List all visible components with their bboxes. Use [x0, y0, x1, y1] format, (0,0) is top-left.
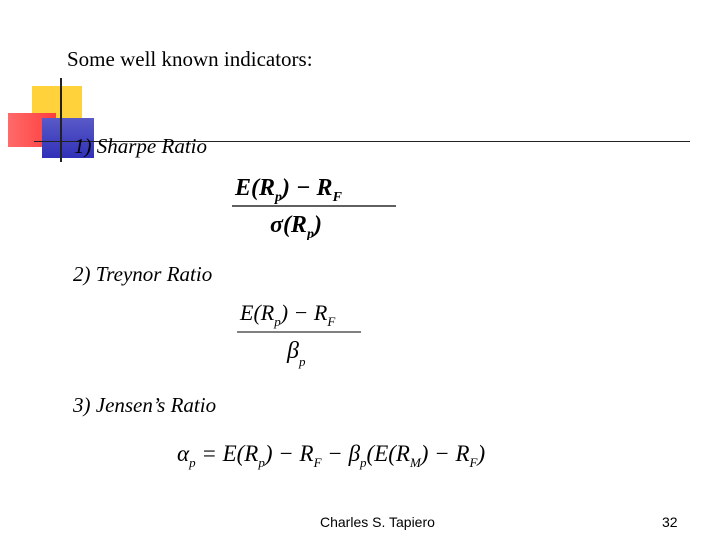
- svg-text:E(Rp) − RF: $E(R_p) - R_F$: [235, 175, 342, 205]
- sharpe-ratio-formula: [232, 168, 402, 245]
- jensens-ratio-formula: [175, 435, 495, 480]
- slide-heading: Some well known indicators:: [67, 47, 313, 71]
- page-number: 32: [662, 514, 678, 530]
- treynor-ratio-formula: [237, 296, 367, 377]
- svg-text:βp: $\beta_p$: [287, 338, 306, 369]
- svg-text:αp = E(Rp) − RF − βp(E(RM) − R: $\alpha_p = E(R_p) - R_F - \beta_p(E(R_M) - R_F)$: [177, 441, 486, 470]
- svg-text:σ(Rp): $\sigma(R_p)$: [270, 212, 322, 240]
- decorative-vertical-line: [60, 78, 62, 162]
- svg-text:E(Rp) − RF: $E(R_p) - R_F$: [240, 300, 336, 329]
- item-sharpe-ratio: 1) Sharpe Ratio: [74, 134, 207, 158]
- footer-author: Charles S. Tapiero: [320, 514, 435, 530]
- item-jensens-ratio: 3) Jensen’s Ratio: [73, 393, 217, 417]
- item-treynor-ratio: 2) Treynor Ratio: [73, 262, 213, 286]
